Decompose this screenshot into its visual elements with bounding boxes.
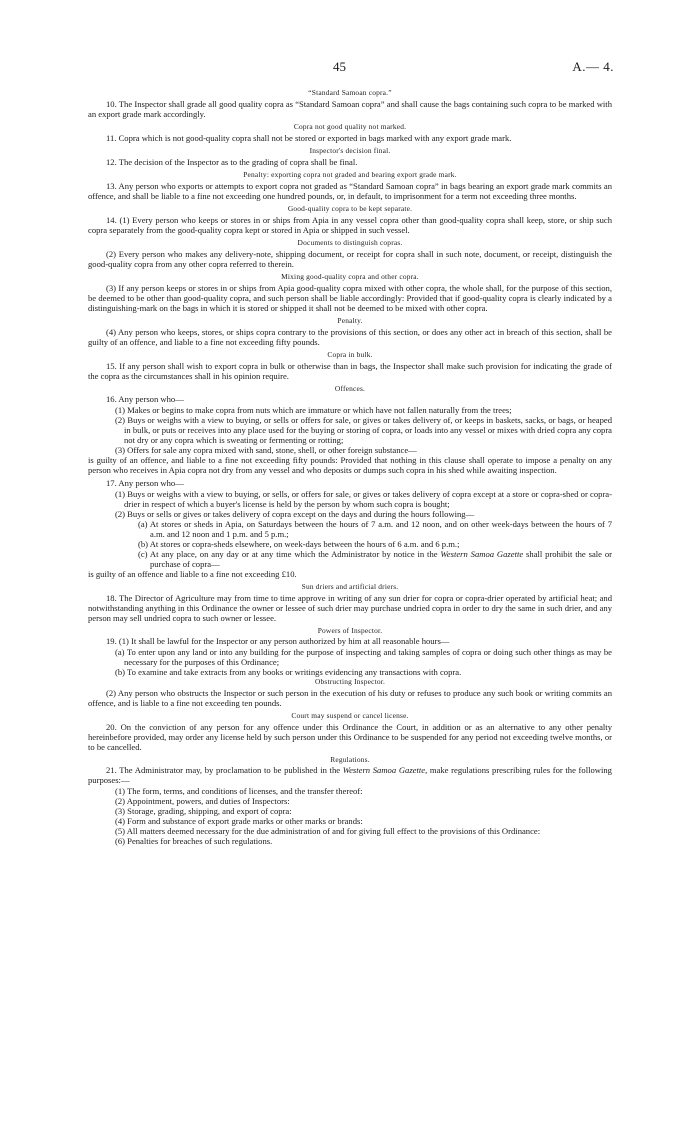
sub-list-item: (a) At stores or sheds in Apia, on Saturdays between the hours of 7 a.m. and 12 noon, and on other week-days between the hours of 7 a.m. and 12 noon and 1 p.m. and 5 p.m.; — [138, 519, 612, 539]
section-heading: Penalty. — [337, 316, 363, 325]
section-17-tail: is guilty of an offence and liable to a fine not exceeding £10. — [88, 569, 297, 579]
section-17: 17. Any person who— — [106, 478, 184, 488]
section-14-3: (3) If any person keeps or stores in or ships from Apia good-quality copra mixed with other copra, the whole shall, for the purpose of this section, be deemed to be other than good-quality copra, and such person shall be liable accordingly: Provided that if good-quality copra is clearly indicated by a distinguishing-mark on the bags in which it is stored or shipped it shall not be deemed to be mixed with other copra. — [88, 283, 612, 313]
section-15: 15. If any person shall wish to export copra in bulk or otherwise than in bags, the Inspector shall make such provision for indicating the grade of the copra as the circumstances shall in his opinion require. — [88, 361, 612, 381]
list-item: (3) Offers for sale any copra mixed with sand, stone, shell, or other foreign substance— — [115, 445, 417, 455]
section-16: 16. Any person who— — [106, 394, 184, 404]
list-item: (2) Buys or sells or gives or takes delivery of copra except on the days and during the hours following— — [115, 509, 475, 519]
section-11: 11. Copra which is not good-quality copra shall not be stored or exported in bags marked with any export grade mark. — [106, 133, 512, 143]
sub-list-item: (c) At any place, on any day or at any time which the Administrator by notice in the Western Samoa Gazette shall prohibit the sale or purchase of copra— — [138, 549, 612, 569]
section-heading: Inspector's decision final. — [309, 146, 391, 155]
list-item: (2) Appointment, powers, and duties of Inspectors: — [115, 796, 290, 806]
section-heading: Good-quality copra to be kept separate. — [287, 204, 413, 213]
section-heading: Obstructing Inspector. — [314, 677, 386, 686]
document-reference: A.— 4. — [572, 59, 614, 74]
section-21: 21. The Administrator may, by proclamation to be published in the Western Samoa Gazette, make regulations prescribing rules for the following purposes:— — [88, 765, 612, 785]
list-item: (4) Form and substance of export grade marks or other marks or brands: — [115, 816, 363, 826]
section-20: 20. On the conviction of any person for any offence under this Ordinance the Court, in addition or as an alternative to any other penalty hereinbefore provided, may order any license held by such person under this Ordinance to be suspended for any period not exceeding twelve months, or to be cancelled. — [88, 722, 612, 752]
section-heading: Powers of Inspector. — [317, 626, 383, 635]
section-13: 13. Any person who exports or attempts to export copra not graded as “Standard Samoan copra” in bags bearing an export grade mark commits an offence, and shall be liable to a fine not exceeding one hundred pounds, or, in default, to imprisonment for a term not exceeding three months. — [88, 181, 612, 201]
list-item: (2) Buys or weighs with a view to buying, or sells or offers for sale, or gives or takes delivery of, or keeps in baskets, sacks, or bags, or heaped in bulk, or puts or receives into any place used for the buying or storing of copra, or loads into any vessel or mixes with dried copra any copra not dry or any copra which is sweating or fermenting or rotting; — [115, 415, 612, 445]
section-heading: Penalty: exporting copra not graded and bearing export grade mark. — [243, 170, 457, 179]
sub-list-item: (b) At stores or copra-sheds elsewhere, on week-days between the hours of 6 a.m. and 6 p.m.; — [138, 539, 460, 549]
section-heading: Copra not good quality not marked. — [293, 122, 407, 131]
list-item: (1) The form, terms, and conditions of licenses, and the transfer thereof: — [115, 786, 363, 796]
section-heading: Offences. — [334, 384, 366, 393]
section-heading: Mixing good-quality copra and other copra. — [281, 272, 419, 281]
section-14-4: (4) Any person who keeps, stores, or ships copra contrary to the provisions of this section, or does any other act in breach of this section, shall be guilty of an offence, and liable to a fine not exceeding fifty pounds. — [88, 327, 612, 347]
list-item: (1) Buys or weighs with a view to buying, or sells, or offers for sale, or gives or takes delivery of copra except at a store or copra-shed or copra-drier in respect of which a buyer's license is held by the person by whom such copra is bought; — [115, 489, 612, 509]
list-item: (6) Penalties for breaches of such regulations. — [115, 836, 273, 846]
section-14-2: (2) Every person who makes any delivery-note, shipping document, or receipt for copra shall in such note, document, or receipt, distinguish the good-quality copra from any other copra referred to therein. — [88, 249, 612, 269]
section-heading: Documents to distinguish copras. — [297, 238, 403, 247]
gazette-title: Western Samoa Gazette — [440, 549, 524, 559]
section-16-tail: is guilty of an offence, and liable to a fine not exceeding fifty pounds: Provided that nothing in this clause shall operate to impose a penalty on any person who receives in Apia copra not dry from any vessel and who deposits or dumps such copra in his shed while awaiting inspection. — [88, 455, 612, 475]
section-12: 12. The decision of the Inspector as to the grading of copra shall be final. — [106, 157, 358, 167]
page-number: 45 — [333, 59, 346, 74]
list-item: (5) All matters deemed necessary for the due administration of and for giving full effect to the provisions of this Ordinance: — [115, 826, 541, 836]
gazette-title: Western Samoa Gazette — [342, 765, 426, 775]
section-10: 10. The Inspector shall grade all good quality copra as “Standard Samoan copra” and shall cause the bags containing such copra to be marked with an export grade mark accordingly. — [88, 99, 612, 119]
section-18: 18. The Director of Agriculture may from time to time approve in writing of any sun drier for copra or copra-drier operated by artificial heat; and notwithstanding anything in this Ordinance the owner or lessee of such drier may purchase undried copra in order to dry the same in such drier, and any person may sell undried copra to such owner or lessee. — [88, 593, 612, 623]
section-14-1: 14. (1) Every person who keeps or stores in or ships from Apia in any vessel copra other than good-quality copra shall keep, store, or ship such copra separately from the good-quality copra kept or stored in Apia or shipped in such vessel. — [88, 215, 612, 235]
list-item: (3) Storage, grading, shipping, and export of copra: — [115, 806, 292, 816]
section-19-1: 19. (1) It shall be lawful for the Inspector or any person authorized by him at all reasonable hours— — [106, 636, 450, 646]
section-19-2: (2) Any person who obstructs the Inspector or such person in the execution of his duty or refuses to produce any such book or writing commits an offence, and is liable to a fine not exceeding ten pounds. — [88, 688, 612, 708]
list-item: (b) To examine and take extracts from any books or writings evidencing any transactions with copra. — [115, 667, 462, 677]
section-heading: Regulations. — [330, 755, 370, 764]
section-heading: Court may suspend or cancel license. — [291, 711, 409, 720]
section-heading: Copra in bulk. — [327, 350, 373, 359]
list-item: (a) To enter upon any land or into any building for the purpose of inspecting and taking samples of copra or doing such other things as may be necessary for the purposes of this Ordinance; — [115, 647, 612, 667]
list-item: (1) Makes or begins to make copra from nuts which are immature or which have not fallen naturally from the trees; — [115, 405, 512, 415]
section-heading: “Standard Samoan copra.” — [308, 88, 392, 97]
section-heading: Sun driers and artificial driers. — [301, 582, 399, 591]
